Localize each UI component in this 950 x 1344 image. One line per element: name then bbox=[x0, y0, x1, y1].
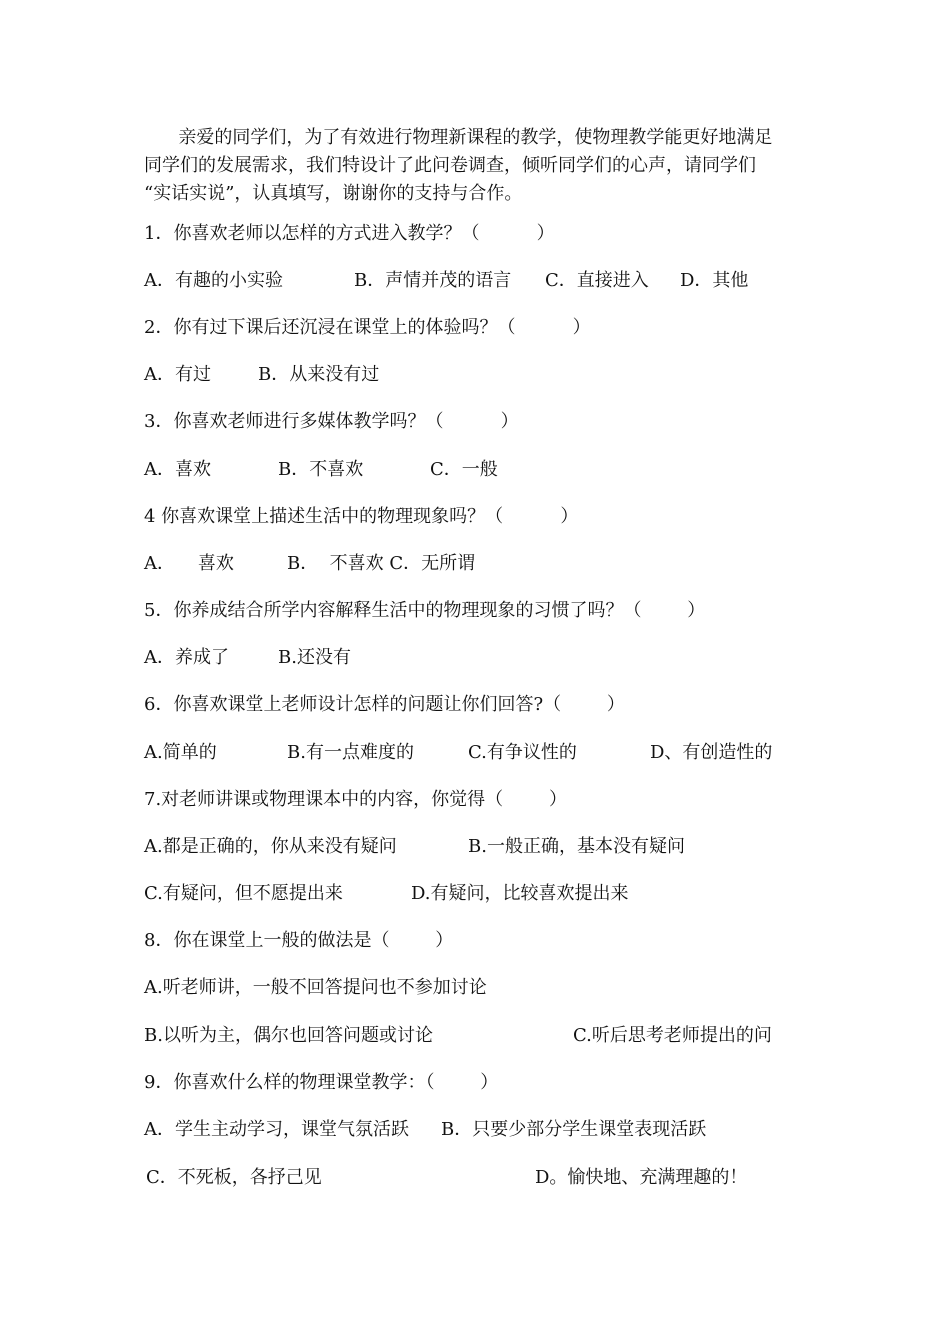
question-4: 4 你喜欢课堂上描述生活中的物理现象吗？（ ） bbox=[144, 506, 579, 527]
q1-option-b: B．声情并茂的语言 bbox=[354, 270, 512, 291]
intro-line: 同学们的发展需求，我们特设计了此问卷调查，倾听同学们的心声，请同学们 bbox=[144, 155, 756, 176]
question-7: 7.对老师讲课或物理课本中的内容，你觉得（ ） bbox=[144, 789, 567, 810]
intro-line: 亲爱的同学们，为了有效进行物理新课程的教学，使物理教学能更好地满足 bbox=[144, 127, 773, 148]
q8-option-c: C.听后思考老师提出的问 bbox=[573, 1025, 772, 1046]
q6-option-c: C.有争议性的 bbox=[468, 742, 577, 763]
question-6: 6．你喜欢课堂上老师设计怎样的问题让你们回答?（ ） bbox=[144, 694, 625, 715]
q7-option-b: B.一般正确，基本没有疑问 bbox=[468, 836, 685, 857]
q3-option-a: A．喜欢 bbox=[144, 459, 211, 480]
q9-option-a: A．学生主动学习，课堂气氛活跃 bbox=[144, 1119, 409, 1140]
question-8: 8．你在课堂上一般的做法是（ ） bbox=[144, 930, 454, 951]
q7-option-c: C.有疑问，但不愿提出来 bbox=[144, 883, 343, 904]
question-2: 2．你有过下课后还沉浸在课堂上的体验吗？（ ） bbox=[144, 317, 591, 338]
question-1: 1．你喜欢老师以怎样的方式进入教学？（ ） bbox=[144, 223, 555, 244]
q4-option-b: B． 不喜欢 C．无所谓 bbox=[287, 553, 476, 574]
q3-option-b: B．不喜欢 bbox=[278, 459, 364, 480]
intro-paragraph bbox=[144, 124, 824, 208]
q7-option-d: D.有疑问，比较喜欢提出来 bbox=[411, 883, 629, 904]
q9-option-b: B．只要少部分学生课堂表现活跃 bbox=[441, 1119, 707, 1140]
question-9: 9．你喜欢什么样的物理课堂教学：（ ） bbox=[144, 1072, 499, 1093]
q5-option-b: B.还没有 bbox=[278, 647, 351, 668]
q9-option-d: D。愉快地、充满理趣的！ bbox=[535, 1167, 748, 1188]
intro-line: “实话实说”，认真填写，谢谢你的支持与合作。 bbox=[144, 183, 523, 204]
q1-option-a: A．有趣的小实验 bbox=[144, 270, 283, 291]
q3-option-c: C．一般 bbox=[430, 459, 498, 480]
question-5: 5．你养成结合所学内容解释生活中的物理现象的习惯了吗？（ ） bbox=[144, 600, 706, 621]
q8-option-a: A.听老师讲，一般不回答提问也不参加讨论 bbox=[144, 977, 487, 998]
q2-option-a: A．有过 bbox=[144, 364, 211, 385]
question-3: 3．你喜欢老师进行多媒体教学吗？（ ） bbox=[144, 411, 519, 432]
q6-option-a: A.简单的 bbox=[144, 742, 217, 763]
q1-option-c: C．直接进入 bbox=[545, 270, 649, 291]
q5-option-a: A．养成了 bbox=[144, 647, 229, 668]
q6-option-b: B.有一点难度的 bbox=[287, 742, 414, 763]
q6-option-d: D、有创造性的 bbox=[650, 742, 773, 763]
q9-option-c: C．不死板，各抒己见 bbox=[146, 1167, 322, 1188]
q2-option-b: B．从来没有过 bbox=[258, 364, 380, 385]
q1-option-d: D．其他 bbox=[680, 270, 749, 291]
q7-option-a: A.都是正确的，你从来没有疑问 bbox=[144, 836, 397, 857]
q4-option-a: A． 喜欢 bbox=[144, 553, 234, 574]
q8-option-b: B.以听为主，偶尔也回答问题或讨论 bbox=[144, 1025, 433, 1046]
